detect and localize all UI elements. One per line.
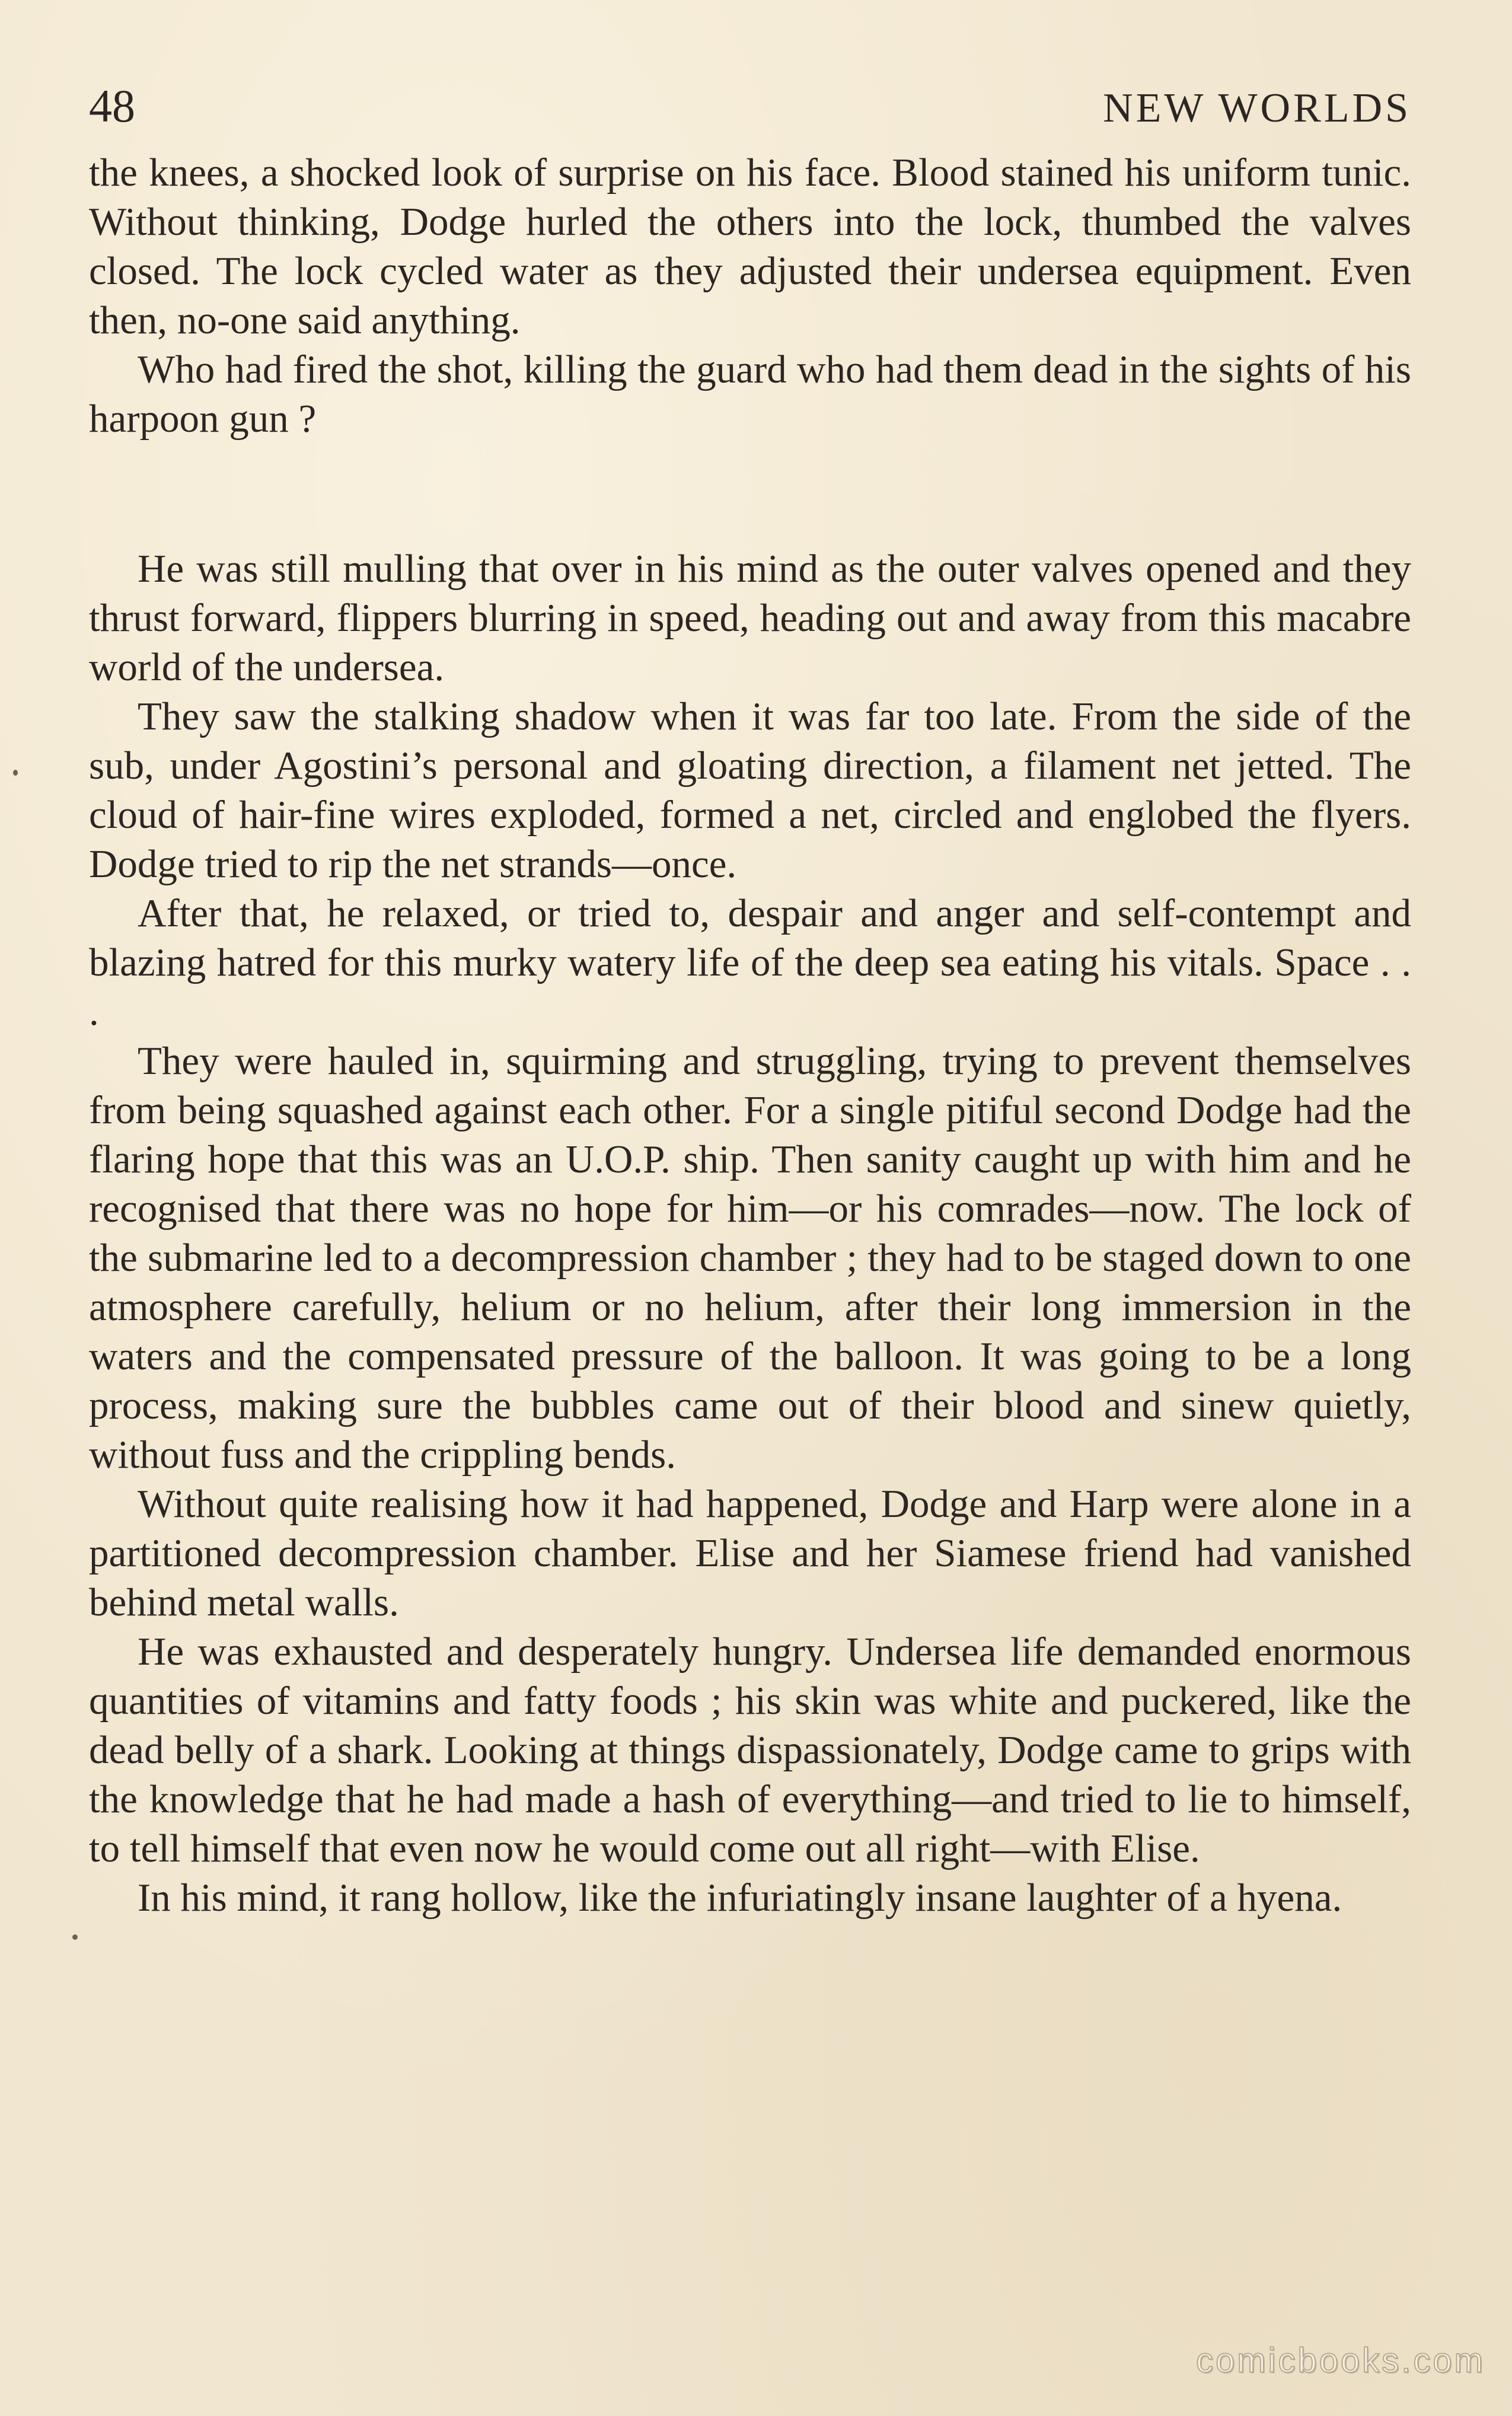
paragraph: He was still mulling that over in his mind as the outer valves opened and they thrust forward, flippers blurring in speed, heading out and away from this macabre world of the undersea.	[89, 547, 1411, 689]
paragraph: In his mind, it rang hollow, like the infuriatingly insane laughter of a hyena.	[138, 1876, 1342, 1920]
running-head	[89, 80, 1411, 148]
book-title: NEW WORLDS	[1103, 85, 1411, 131]
page-number: 48	[89, 80, 135, 132]
paragraph: After that, he relaxed, or tried to, despair and anger and self-contempt and blazing hatred for this murky watery life of the deep sea eating his vitals. Space . . .	[89, 891, 1411, 1034]
paragraph: He was exhausted and desperately hungry. Undersea life demanded enormous quantities of vitamins and fatty foods ; his skin was white and puckered, like the dead belly of a shark. Looking at things dispassionately, Dodge came to grips with the knowledge that he had made a hash of everything—and tried to lie to himself, to tell himself that even now he would come out all right—with Elise.	[89, 1630, 1411, 1870]
paper-speck	[13, 770, 18, 776]
paragraph: the knees, a shocked look of surprise on his face. Blood stained his uniform tunic. Without thinking, Dodge hurled the others into the lock, thumbed the valves closed. The lock cycled water as they adjusted their undersea equipment. Even then, no-one said anything.	[89, 151, 1411, 342]
section-break	[89, 444, 1411, 544]
body-text	[89, 148, 1411, 1923]
paragraph: Who had fired the shot, killing the guard who had them dead in the sights of his harpoon gun ?	[89, 348, 1411, 441]
watermark: comicbooks.com	[1196, 2341, 1485, 2380]
paragraph: Without quite realising how it had happened, Dodge and Harp were alone in a partitioned decompression chamber. Elise and her Siamese friend had vanished behind metal walls.	[89, 1482, 1411, 1624]
paragraph: They saw the stalking shadow when it was far too late. From the side of the sub, under Agostini’s personal and gloating direction, a filament net jetted. The cloud of hair-fine wires exploded, formed a net, circled and englobed the flyers. Dodge tried to rip the net strands—once.	[89, 694, 1411, 886]
paper-speck	[72, 1934, 78, 1940]
paragraph: They were hauled in, squirming and struggling, trying to prevent themselves from being squashed against each other. For a single pitiful second Dodge had the flaring hope that this was an U.O.P. ship. Then sanity caught up with him and he recognised that there was no hope for him—or his comrades—now. The lock of the submarine led to a decompression chamber ; they had to be staged down to one atmosphere carefully, helium or no helium, after their long immersion in the waters and the compensated pressure of the balloon. It was going to be a long process, making sure the bubbles came out of their blood and sinew quietly, without fuss and the crippling bends.	[89, 1039, 1411, 1477]
book-page	[89, 80, 1411, 1923]
